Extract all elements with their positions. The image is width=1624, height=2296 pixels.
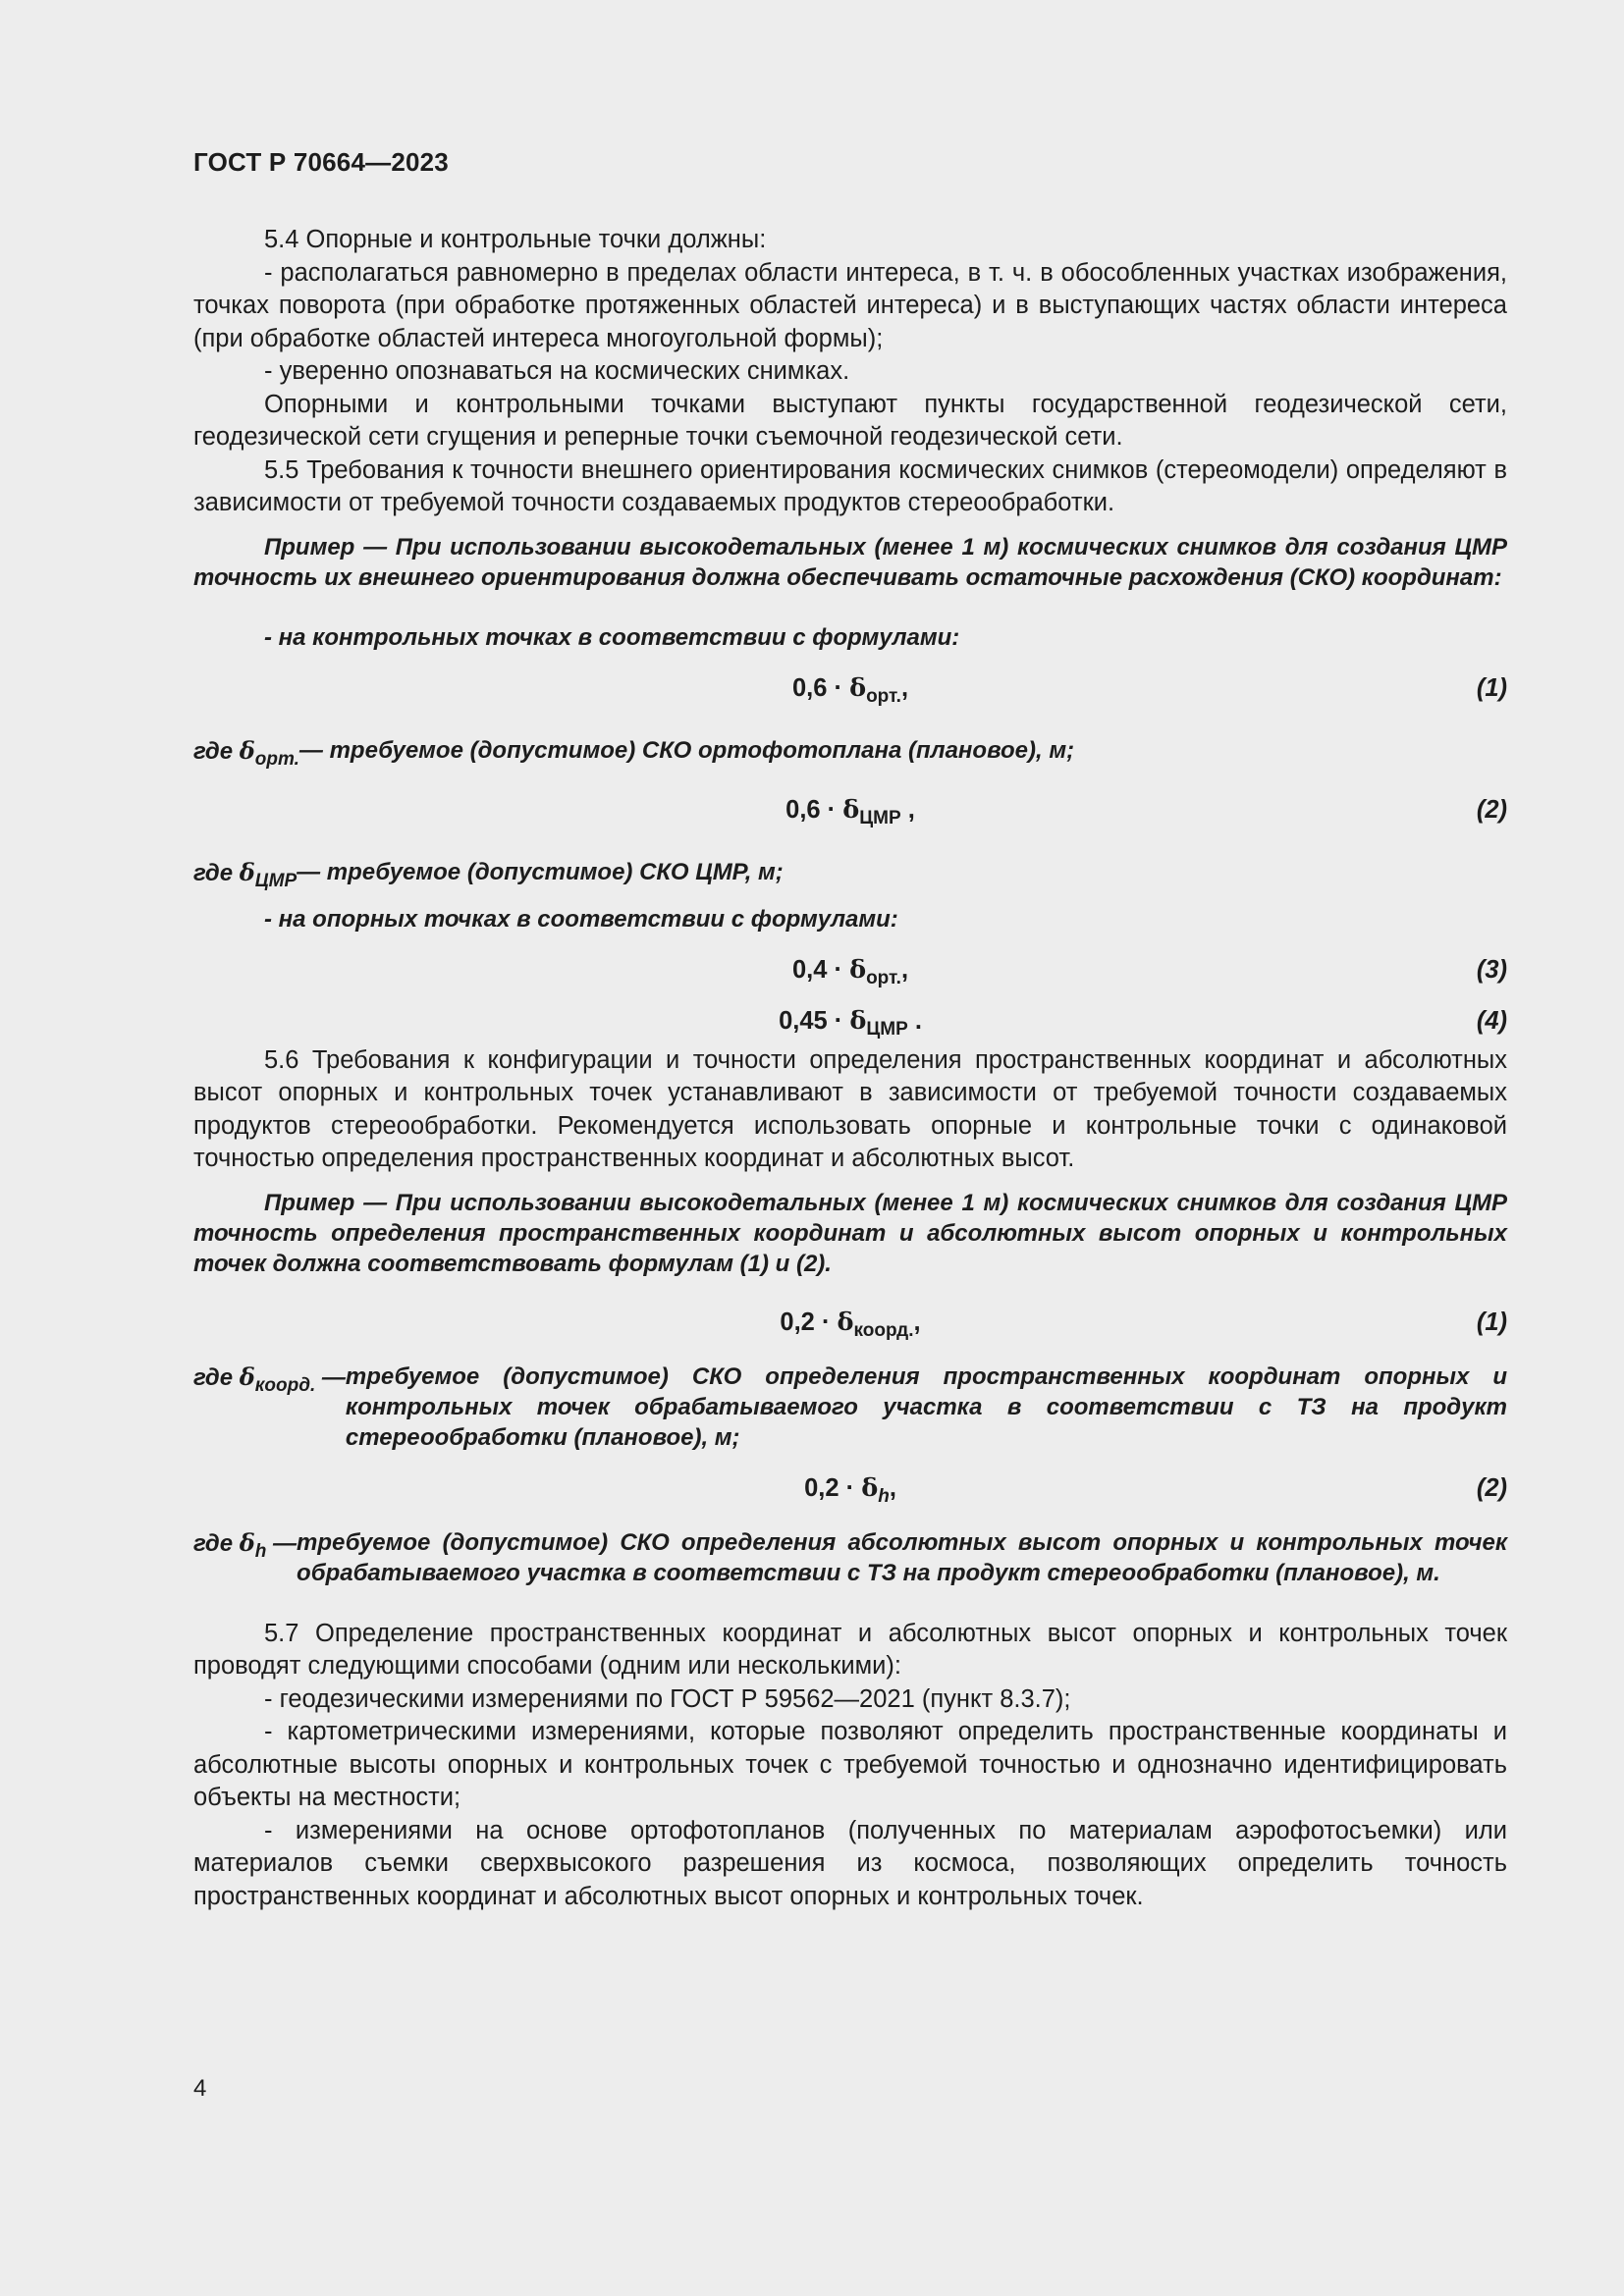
formula-5-5-1: [193, 668, 1507, 712]
where-coordinates: где $\delta_{коорд.}$ — требуемое (допустимое) СКО определения пространственных координат опорных и контрольных точек обрабатываемого участка в соответствии с ТЗ на продукт стереообработки (плановое), м;: [193, 1362, 1507, 1451]
formula-5-6-2: [193, 1468, 1507, 1512]
section-5-4-bullet-2: - уверенно опознаваться на космических снимках.: [264, 357, 850, 385]
where-dem: где $\delta_{ЦМР}$ — требуемое (допустимое) СКО ЦМР, м;: [193, 857, 784, 891]
formula-number: (2): [1476, 1473, 1507, 1502]
section-5-7-bullet-3: - измерениями на основе ортофотопланов (полученных по материалам аэрофотосъемки) или материалов съемки сверхвысокого разрешения из космоса, позволяющих определить точность пространственных координат и абсолютных высот опорных и контрольных точек.: [193, 1816, 1507, 1910]
formula-expression: $0,2 \cdot \delta_h$,: [804, 1472, 896, 1507]
formula-number: (3): [1476, 955, 1507, 984]
formula-5-5-3: [193, 950, 1507, 993]
document-body: [193, 224, 1507, 1913]
formula-expression: $0,4 \cdot \delta_{орт.}$,: [791, 954, 909, 988]
formula-5-5-2: [193, 790, 1507, 833]
reference-points-lead: - на опорных точках в соответствии с формулами:: [264, 905, 898, 933]
formula-number: (1): [1476, 673, 1507, 702]
where-heights: где $\delta_h$ — требуемое (допустимое) СКО определения абсолютных высот опорных и контрольных точек обрабатываемого участка в соответствии с ТЗ на продукт стереообработки (плановое), м.: [193, 1527, 1507, 1586]
section-5-5-text: 5.5 Требования к точности внешнего ориентирования космических снимков (стереомодели) определяют в зависимости от требуемой точности создаваемых продуктов стереообработки.: [193, 455, 1507, 516]
where-orthophoto: где $\delta_{орт.}$ — требуемое (допустимое) СКО ортофотоплана (плановое), м;: [193, 735, 1075, 770]
section-5-5-example: Пример — При использовании высокодетальных (менее 1 м) космических снимков для создания ЦМР точность их внешнего ориентирования должна обеспечивать остаточные расхождения (СКО) координат:: [193, 533, 1507, 591]
formula-expression: $0,6 \cdot \delta_{ЦМР}$ ,: [785, 794, 915, 828]
formula-expression: $0,45 \cdot \delta_{ЦМР}$ .: [779, 1005, 922, 1040]
formula-expression: $0,2 \cdot \delta_{коорд.}$,: [780, 1307, 921, 1341]
section-5-6-example: Пример — При использовании высокодетальных (менее 1 м) космических снимков для создания ЦМР точность определения пространственных координат и абсолютных высот опорных и контрольных точек должна соответствовать формулам (1) и (2).: [193, 1189, 1507, 1277]
section-5-7-bullet-2: - картометрическими измерениями, которые позволяют определить пространственные координаты и абсолютные высоты опорных и контрольных точек с требуемой точностью и однозначно идентифицировать объекты на местности;: [193, 1718, 1507, 1811]
section-5-4-note: Опорными и контрольными точками выступают пункты государственной геодезической сети, геодезической сети сгущения и реперные точки съемочной геодезической сети.: [193, 390, 1507, 451]
section-5-6-text: 5.6 Требования к конфигурации и точности определения пространственных координат и абсолютных высот опорных и контрольных точек устанавливают в зависимости от требуемой точности создаваемых продуктов стереообработки. Рекомендуется использовать опорные и контрольные точки с одинаковой точностью определения пространственных координат и абсолютных высот.: [193, 1045, 1507, 1172]
section-5-7-bullet-1: - геодезическими измерениями по ГОСТ Р 59562—2021 (пункт 8.3.7);: [264, 1684, 1071, 1713]
page-number: 4: [193, 2075, 207, 2102]
section-5-7-text: 5.7 Определение пространственных координат и абсолютных высот опорных и контрольных точек проводят следующими способами (одним или несколькими):: [193, 1619, 1507, 1680]
formula-expression: $0,6 \cdot \delta_{орт.}$,: [791, 672, 909, 707]
formula-5-6-1: [193, 1303, 1507, 1346]
formula-number: (1): [1476, 1308, 1507, 1336]
section-5-4-intro: 5.4 Опорные и контрольные точки должны:: [264, 226, 767, 253]
formula-5-5-4: [193, 1001, 1507, 1044]
document-header: ГОСТ Р 70664—2023: [193, 147, 449, 177]
section-5-4-bullet-1: - располагаться равномерно в пределах области интереса, в т. ч. в обособленных участках изображения, точках поворота (при обработке протяженных областей интереса) и в выступающих частях области интереса (при обработке областей интереса многоугольной формы);: [193, 258, 1507, 352]
formula-number: (2): [1476, 795, 1507, 824]
formula-number: (4): [1476, 1006, 1507, 1035]
control-points-lead: - на контрольных точках в соответствии с формулами:: [264, 623, 960, 651]
